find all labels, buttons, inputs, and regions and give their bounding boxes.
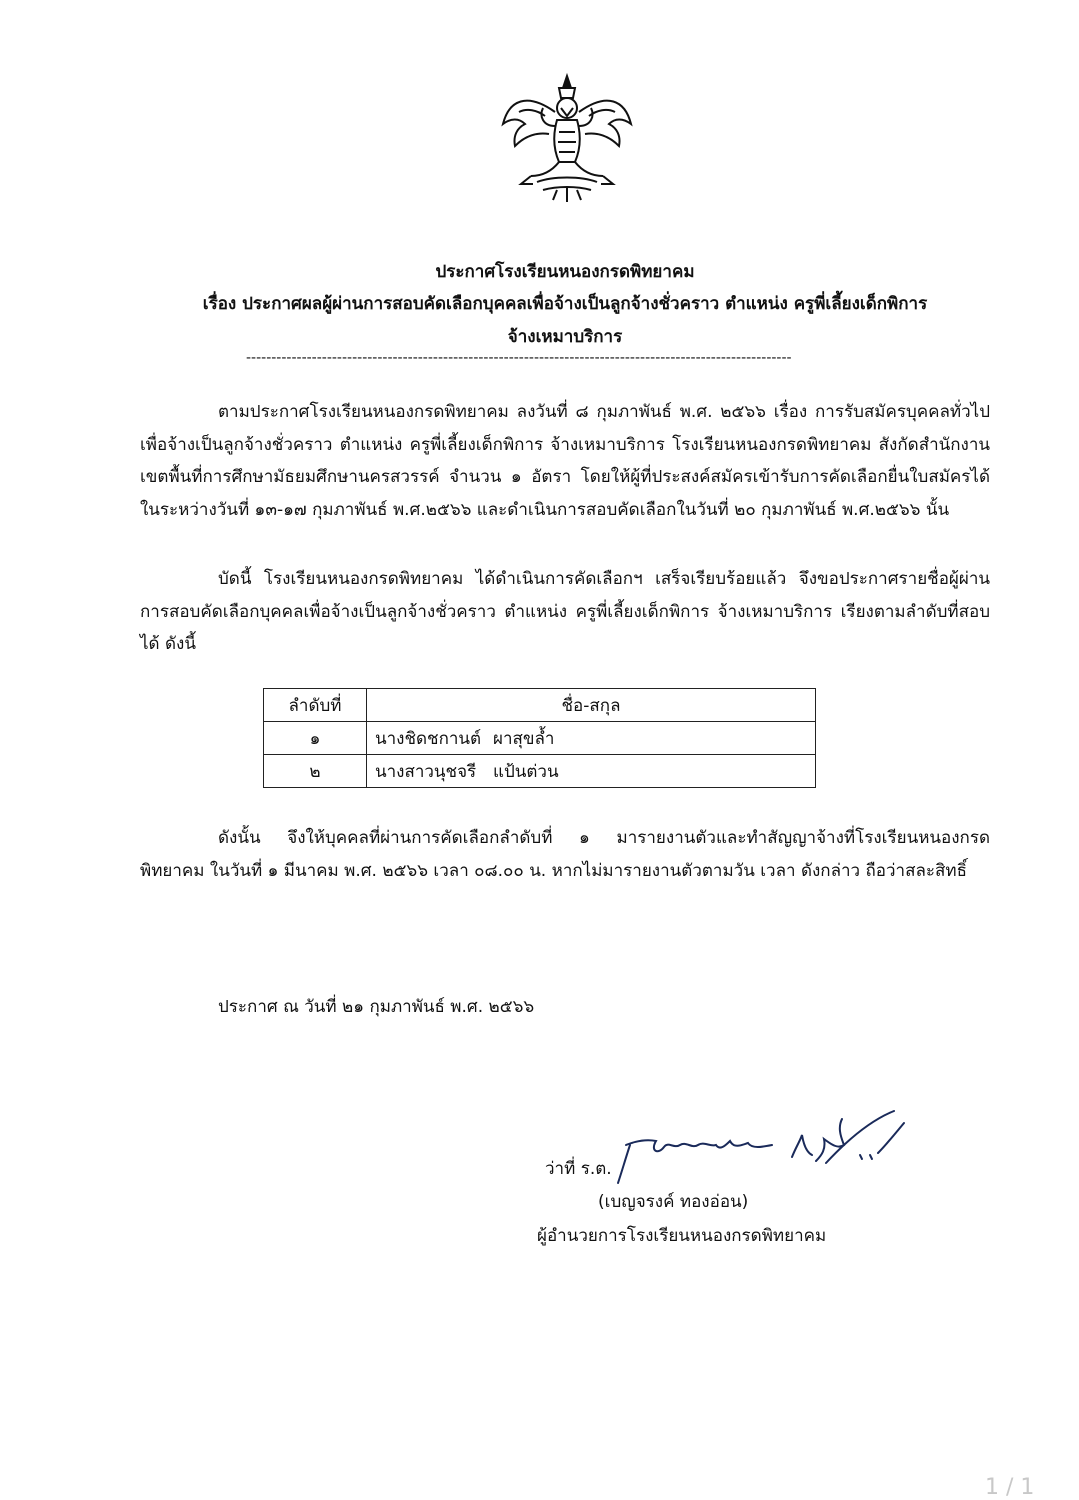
divider-line: ------------------------------------------------------------------------------------------------------------ [246,350,792,366]
handwritten-signature-icon [612,1105,912,1190]
table-row [264,722,816,755]
body-paragraph-3: ดังนั้น จึงให้บุคคลที่ผ่านการคัดเลือกลำดับที่ ๑ มารายงานตัวและทำสัญญาจ้างที่โรงเรียนหนองกรดพิทยาคม ในวันที่ ๑ มีนาคม พ.ศ. ๒๕๖๖ เวลา ๐๘.๐๐ น. หากไม่มารายงานตัวตามวัน เวลา ดังกล่าว ถือว่าสละสิทธิ์ [140,828,990,881]
row-last-name: ผาสุขล้ำ [493,728,555,749]
table-row [264,755,816,788]
results-table [263,688,816,788]
garuda-emblem-icon [497,72,637,204]
body-paragraph-2: บัดนี้ โรงเรียนหนองกรดพิทยาคม ได้ดำเนินการคัดเลือกฯ เสร็จเรียบร้อยแล้ว จึงขอประกาศรายชื่อผู้ผ่านการสอบคัดเลือกบุคคลเพื่อจ้างเป็นลูกจ้างชั่วคราว ตำแหน่ง ครูพี่เลี้ยงเด็กพิการ จ้างเหมาบริการ เรียงตามลำดับที่สอบได้ ดังนี้ [140,569,990,654]
row-name [367,755,816,788]
signatory-name: (เบญจรงค์ ทองอ่อน) [598,1192,749,1212]
acting-rank-label: ว่าที่ ร.ต. [545,1159,612,1179]
row-name [367,722,816,755]
row-rank: ๒ [264,755,367,788]
announce-date: ประกาศ ณ วันที่ ๒๑ กุมภาพันธ์ พ.ศ. ๒๕๖๖ [218,997,535,1017]
signatory-position: ผู้อำนวยการโรงเรียนหนองกรดพิทยาคม [537,1226,827,1246]
announcement-subject: เรื่อง ประกาศผลผู้ผ่านการสอบคัดเลือกบุคคลเพื่อจ้างเป็นลูกจ้างชั่วคราว ตำแหน่ง ครูพี่เลี้ยงเด็กพิการ [202,294,928,314]
header-name: ชื่อ-สกุล [367,689,816,722]
table-header-row [264,689,816,722]
page-indicator: 1 / 1 [985,1475,1035,1500]
row-last-name: แป้นต่วน [493,761,559,782]
announcement-subject-continued: จ้างเหมาบริการ [507,327,623,347]
announcement-title: ประกาศโรงเรียนหนองกรดพิทยาคม [435,262,695,282]
body-paragraph-1: ตามประกาศโรงเรียนหนองกรดพิทยาคม ลงวันที่ ๘ กุมภาพันธ์ พ.ศ. ๒๕๖๖ เรื่อง การรับสมัครบุคคลทั่วไป เพื่อจ้างเป็นลูกจ้างชั่วคราว ตำแหน่ง ครูพี่เลี้ยงเด็กพิการ จ้างเหมาบริการ โรงเรียนหนองกรดพิทยาคม สังกัดสำนักงานเขตพื้นที่การศึกษามัธยมศึกษานครสวรรค์ จำนวน ๑ อัตรา โดยให้ผู้ที่ประสงค์สมัครเข้ารับการคัดเลือกยื่นใบสมัครได้ในระหว่างวันที่ ๑๓-๑๗ กุมภาพันธ์ พ.ศ.๒๕๖๖ และดำเนินการสอบคัดเลือกในวันที่ ๒๐ กุมภาพันธ์ พ.ศ.๒๕๖๖ นั้น [140,402,990,520]
row-first-name: นางสาวนุชจรี [375,761,477,782]
row-rank: ๑ [264,722,367,755]
header-rank: ลำดับที่ [264,689,367,722]
row-first-name: นางชิดชกานต์ [375,728,482,749]
